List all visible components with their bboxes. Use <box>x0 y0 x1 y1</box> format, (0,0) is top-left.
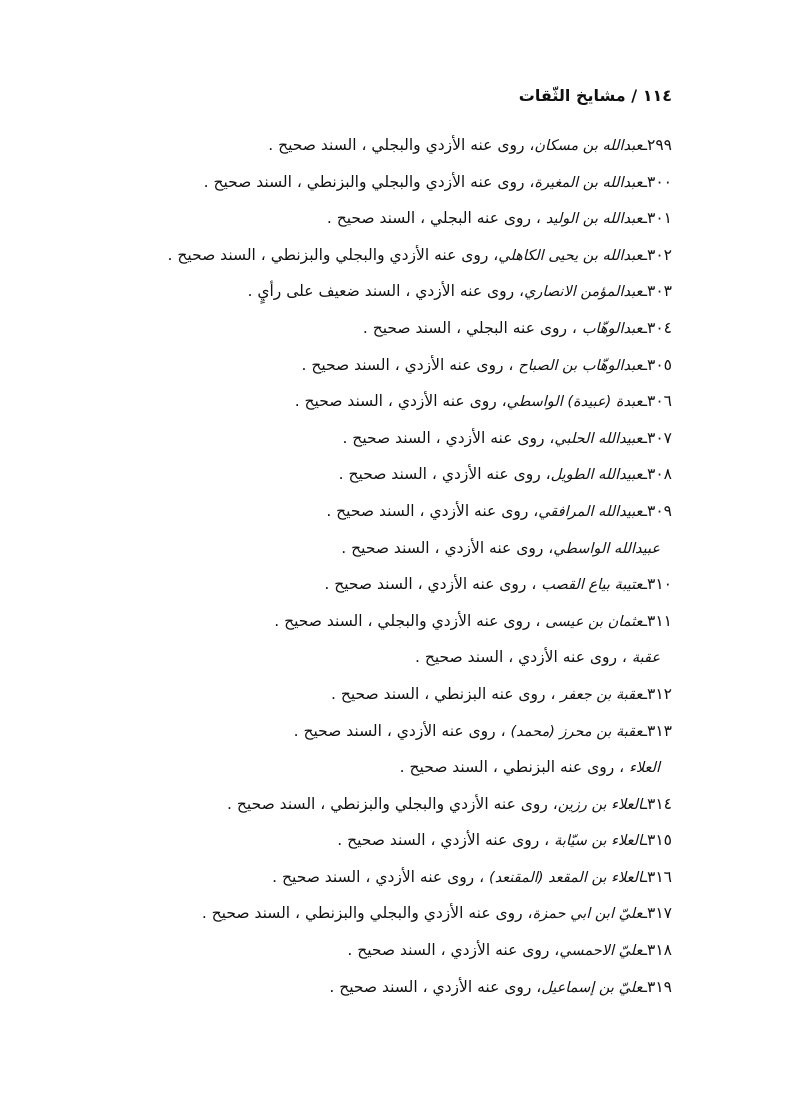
entry-line <box>72 895 672 932</box>
entry-list <box>72 127 672 1005</box>
narrator-name: عثمان بن عيسى <box>545 613 643 630</box>
header-separator: / <box>625 86 643 105</box>
entry-line <box>72 530 672 567</box>
entry-text: ، روى عنه الأزدي ، السند صحيح . <box>342 428 555 447</box>
entry-text: ، روى عنه البزنطي ، السند صحيح . <box>399 758 630 777</box>
entry-number: ٣٠٥ـ <box>642 355 672 374</box>
narrator-name: عبدالله بن المغيرة <box>534 174 643 191</box>
entry-number: ٣١٤ـ <box>642 794 672 813</box>
entry-line <box>72 310 672 347</box>
page-number: ١١٤ <box>642 86 672 105</box>
narrator-name: عقبة بن محرز (محمد) <box>510 723 643 740</box>
narrator-name: العلاء <box>629 760 660 777</box>
entry-text: ، روى عنه الأزدي ، السند صحيح . <box>324 575 542 594</box>
entry-text: ، روى عنه البجلي ، السند صحيح . <box>362 318 582 337</box>
narrator-name: عبدالمؤمن الانصاري <box>524 284 643 301</box>
entry-text: ، روى عنه الأزدي والبجلي ، السند صحيح . <box>274 611 546 630</box>
entry-text: ، روى عنه الأزدي ، السند صحيح . <box>347 941 560 960</box>
narrator-name: عليّ الاحمسي <box>559 943 643 960</box>
entry-text: ، روى عنه الأزدي ، السند صحيح . <box>414 648 632 667</box>
entry-text: ، روى عنه الأزدي ، السند صحيح . <box>341 538 554 557</box>
entry-line <box>72 383 672 420</box>
entry-number: ٣٠٢ـ <box>642 245 672 264</box>
narrator-name: عبدالله بن يحيى الكاهلي <box>498 247 643 264</box>
entry-line <box>72 969 672 1006</box>
book-title: مشايخ الثّقات <box>518 86 626 105</box>
entry-text: ، روى عنه الأزدي ، السند صحيح . <box>293 721 511 740</box>
entry-number: ٣٠٤ـ <box>642 318 672 337</box>
entry-line <box>72 164 672 201</box>
entry-line <box>72 639 672 676</box>
entry-text: ، روى عنه البزنطي ، السند صحيح . <box>330 684 561 703</box>
narrator-name: العلاء بن سيّابة <box>554 833 643 850</box>
entry-number: ٣٠٧ـ <box>642 428 672 447</box>
entry-number: ٣١٠ـ <box>642 575 672 594</box>
narrator-name: عبيدالله الواسطي <box>553 540 660 557</box>
narrator-name: عبدالله بن مسكان <box>534 138 643 154</box>
entry-line <box>72 932 672 969</box>
narrator-name: عقبة بن جعفر <box>560 686 643 703</box>
entry-line <box>72 200 672 237</box>
narrator-name: عبدة (عبيدة) الواسطي <box>506 394 643 411</box>
entry-number: ٣١٢ـ <box>642 684 672 703</box>
entry-text: ، روى عنه الأزدي ، السند صحيح . <box>326 501 539 520</box>
entry-number: ٣١١ـ <box>642 611 672 630</box>
entry-text: ، روى عنه الأزدي ، السند صحيح . <box>338 465 551 484</box>
entry-number: ٣١٩ـ <box>642 977 672 996</box>
entry-line <box>72 347 672 384</box>
entry-line <box>72 566 672 603</box>
narrator-name: العلاء بن المقعد (المقنعد) <box>489 869 643 886</box>
entry-line <box>72 713 672 750</box>
entry-number: ٣٠٠ـ <box>642 172 672 191</box>
narrator-name: عبيدالله المرافقي <box>538 503 643 520</box>
entry-line <box>72 822 672 859</box>
running-header <box>519 86 672 105</box>
entry-number: ٣٠٣ـ <box>642 282 672 301</box>
entry-text: ، روى عنه الأزدي ، السند صحيح . <box>329 977 542 996</box>
narrator-name: عبدالله بن الوليد <box>545 211 643 228</box>
entry-line <box>72 786 672 823</box>
narrator-name: العلاء بن رزين <box>557 796 643 813</box>
entry-line <box>72 859 672 896</box>
entry-text: ، روى عنه الأزدي والبجلي ، السند صحيح . <box>268 136 535 154</box>
entry-text: ، روى عنه الأزدي ، السند صحيح . <box>272 867 490 886</box>
entry-line <box>72 273 672 310</box>
entry-number: ٣١٥ـ <box>642 831 672 850</box>
entry-number: ٣١٣ـ <box>642 721 672 740</box>
entry-line <box>72 603 672 640</box>
narrator-name: عليّ بن إسماعيل <box>541 979 643 996</box>
narrator-name: عبيدالله الطويل <box>550 467 643 484</box>
entry-number: ٣٠٨ـ <box>642 465 672 484</box>
entry-line <box>72 493 672 530</box>
entry-number: ٣٠٩ـ <box>642 501 672 520</box>
entry-text: ، روى عنه الأزدي ، السند صحيح . <box>301 355 519 374</box>
narrator-name: عتيبة بياع القصب <box>541 577 643 594</box>
entry-text: ، روى عنه الأزدي والبجلي والبزنطي ، السند صحيح . <box>201 904 533 923</box>
entry-line <box>72 420 672 457</box>
entry-number: ٣١٦ـ <box>642 867 672 886</box>
entry-line <box>72 676 672 713</box>
entry-text: ، روى عنه الأزدي ، السند ضعيف على رأيٍ . <box>247 282 525 301</box>
entry-text: ، روى عنه الأزدي ، السند صحيح . <box>337 831 555 850</box>
narrator-name: عليّ ابن ابي حمزة <box>532 906 643 923</box>
entry-text: ، روى عنه الأزدي والبجلي والبزنطي ، السند صحيح . <box>167 245 499 264</box>
entry-number: ٢٩٩ـ <box>642 136 672 154</box>
narrator-name: عقبة <box>631 650 660 667</box>
entry-number: ٣١٨ـ <box>642 941 672 960</box>
entry-text: ، روى عنه الأزدي ، السند صحيح . <box>294 392 507 411</box>
entry-text: ، روى عنه البجلي ، السند صحيح . <box>326 209 546 228</box>
narrator-name: عبيدالله الحلبي <box>554 430 643 447</box>
entry-line <box>72 237 672 274</box>
narrator-name: عبدالوهّاب بن الصباح <box>518 357 643 374</box>
entry-number: ٣٠١ـ <box>642 209 672 228</box>
narrator-name: عبدالوهّاب <box>581 320 643 337</box>
entry-number: ٣١٧ـ <box>642 904 672 923</box>
entry-line <box>72 127 672 164</box>
entry-text: ، روى عنه الأزدي والبجلي والبزنطي ، السند صحيح . <box>203 172 535 191</box>
entry-number: ٣٠٦ـ <box>642 392 672 411</box>
entry-text: ، روى عنه الأزدي والبجلي والبزنطي ، السند صحيح . <box>227 794 558 813</box>
entry-line <box>72 749 672 786</box>
entry-line <box>72 456 672 493</box>
